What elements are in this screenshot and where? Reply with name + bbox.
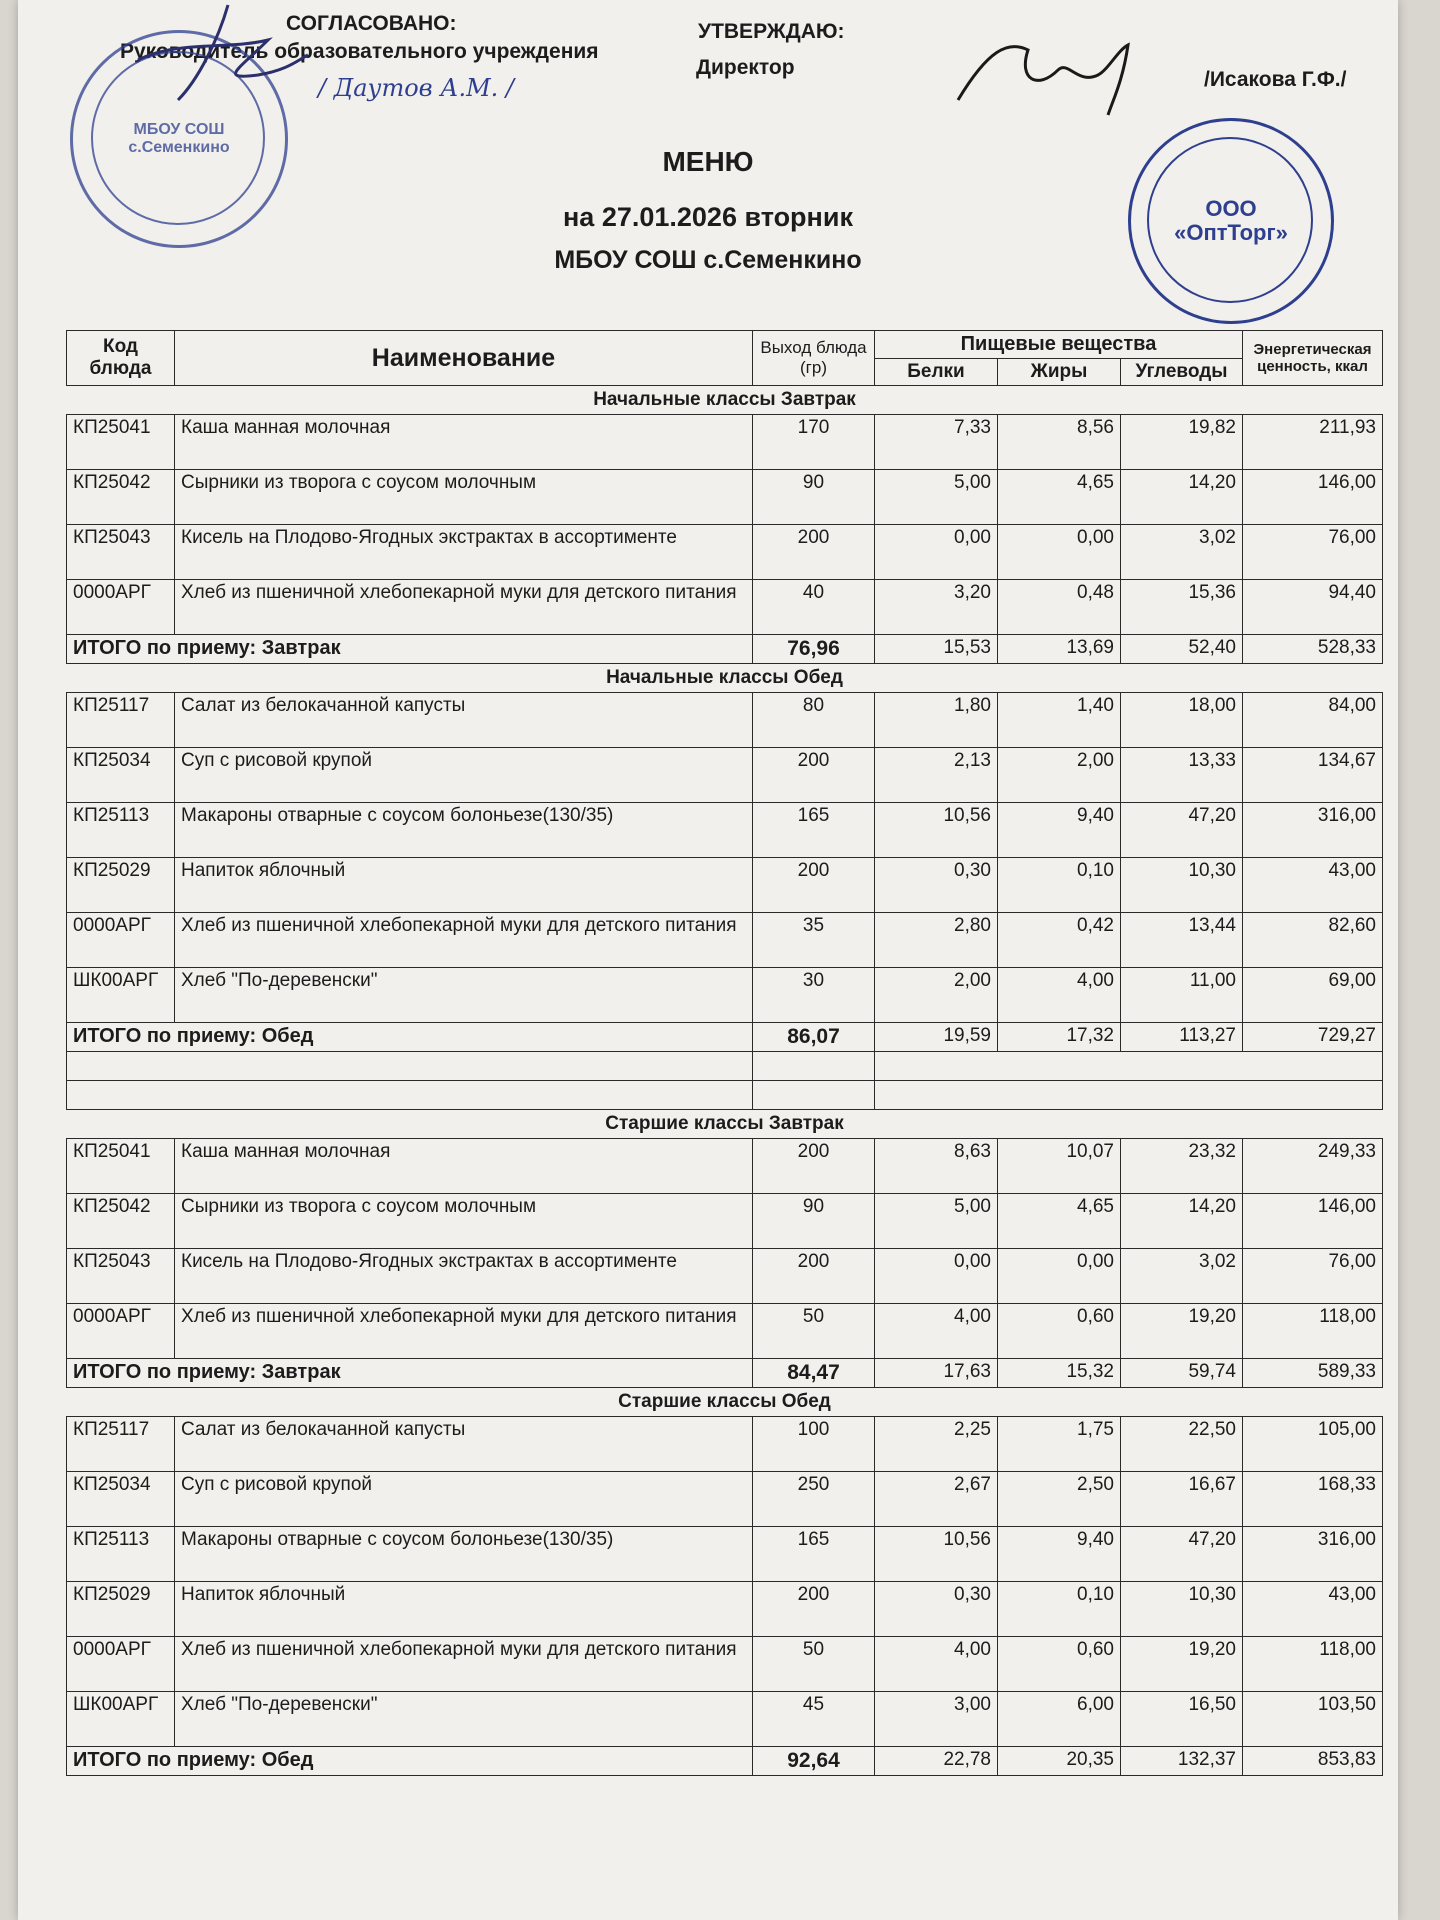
dish-code: 0000АРГ	[67, 913, 175, 968]
dish-carbs: 14,20	[1121, 470, 1243, 525]
dish-protein: 2,13	[875, 748, 998, 803]
dish-fat: 10,07	[998, 1139, 1121, 1194]
dish-protein: 3,20	[875, 580, 998, 635]
dish-code: 0000АРГ	[67, 1637, 175, 1692]
dish-output: 100	[753, 1417, 875, 1472]
dish-carbs: 13,44	[1121, 913, 1243, 968]
dish-code: КП25034	[67, 748, 175, 803]
dish-energy: 76,00	[1243, 1249, 1383, 1304]
dish-name: Сырники из творога с соусом молочным	[175, 470, 753, 525]
dish-energy: 168,33	[1243, 1472, 1383, 1527]
approved-role: Руководитель образовательного учреждения	[120, 40, 599, 63]
approved-signer: / Даутов А.М. /	[318, 74, 514, 102]
dish-name: Макароны отварные с соусом болоньезе(130/35)	[175, 1527, 753, 1582]
dish-carbs: 18,00	[1121, 693, 1243, 748]
dish-code: КП25041	[67, 1139, 175, 1194]
header-row	[67, 331, 1383, 359]
dish-output: 250	[753, 1472, 875, 1527]
dish-carbs: 3,02	[1121, 525, 1243, 580]
total-energy: 729,27	[1243, 1023, 1383, 1052]
total-output: 92,64	[753, 1747, 875, 1776]
approver-signature	[118, 0, 318, 110]
dish-energy: 316,00	[1243, 1527, 1383, 1582]
dish-output: 165	[753, 1527, 875, 1582]
dish-name: Напиток яблочный	[175, 858, 753, 913]
blank-cell	[67, 1052, 753, 1081]
dish-energy: 94,40	[1243, 580, 1383, 635]
total-label: ИТОГО по приему: Завтрак	[67, 1359, 753, 1388]
dish-fat: 9,40	[998, 1527, 1121, 1582]
dish-fat: 6,00	[998, 1692, 1121, 1747]
director-signature	[948, 30, 1148, 120]
blank-cell	[875, 1052, 1383, 1081]
dish-fat: 0,60	[998, 1637, 1121, 1692]
dish-code: КП25043	[67, 1249, 175, 1304]
dish-fat: 0,48	[998, 580, 1121, 635]
col-fat: Жиры	[998, 359, 1121, 386]
dish-fat: 1,40	[998, 693, 1121, 748]
section-title: Старшие классы Обед	[67, 1388, 1383, 1417]
blank-cell	[753, 1081, 875, 1110]
total-carbs: 132,37	[1121, 1747, 1243, 1776]
total-carbs: 52,40	[1121, 635, 1243, 664]
dish-protein: 1,80	[875, 693, 998, 748]
dish-energy: 146,00	[1243, 470, 1383, 525]
dish-row	[67, 1637, 1383, 1692]
col-energy: Энергетическая ценность, ккал	[1243, 331, 1383, 386]
dish-name: Хлеб из пшеничной хлебопекарной муки для детского питания	[175, 1304, 753, 1359]
dish-fat: 9,40	[998, 803, 1121, 858]
total-row	[67, 1023, 1383, 1052]
dish-row	[67, 525, 1383, 580]
dish-energy: 134,67	[1243, 748, 1383, 803]
dish-name: Хлеб "По-деревенски"	[175, 968, 753, 1023]
dish-protein: 7,33	[875, 415, 998, 470]
total-energy: 589,33	[1243, 1359, 1383, 1388]
total-row	[67, 1359, 1383, 1388]
dish-fat: 0,10	[998, 858, 1121, 913]
dish-fat: 2,50	[998, 1472, 1121, 1527]
dish-protein: 2,67	[875, 1472, 998, 1527]
dish-row	[67, 1194, 1383, 1249]
dish-fat: 2,00	[998, 748, 1121, 803]
blank-cell	[875, 1081, 1383, 1110]
dish-output: 90	[753, 1194, 875, 1249]
dish-output: 50	[753, 1304, 875, 1359]
dish-carbs: 16,50	[1121, 1692, 1243, 1747]
total-fat: 15,32	[998, 1359, 1121, 1388]
dish-protein: 4,00	[875, 1304, 998, 1359]
blank-row	[67, 1081, 1383, 1110]
dish-carbs: 16,67	[1121, 1472, 1243, 1527]
dish-fat: 4,00	[998, 968, 1121, 1023]
dish-name: Суп с рисовой крупой	[175, 1472, 753, 1527]
dish-output: 200	[753, 1249, 875, 1304]
dish-code: КП25029	[67, 858, 175, 913]
total-carbs: 113,27	[1121, 1023, 1243, 1052]
col-nutrients: Пищевые вещества	[875, 331, 1243, 359]
dish-energy: 43,00	[1243, 858, 1383, 913]
dish-carbs: 14,20	[1121, 1194, 1243, 1249]
dish-output: 40	[753, 580, 875, 635]
total-row	[67, 635, 1383, 664]
approved-label: СОГЛАСОВАНО:	[286, 12, 457, 35]
dish-fat: 4,65	[998, 470, 1121, 525]
dish-name: Каша манная молочная	[175, 415, 753, 470]
dish-carbs: 23,32	[1121, 1139, 1243, 1194]
dish-output: 50	[753, 1637, 875, 1692]
dish-name: Кисель на Плодово-Ягодных экстрактах в ассортименте	[175, 525, 753, 580]
dish-row	[67, 1139, 1383, 1194]
total-output: 84,47	[753, 1359, 875, 1388]
section-title: Начальные классы Обед	[67, 664, 1383, 693]
dish-row	[67, 913, 1383, 968]
dish-fat: 0,00	[998, 1249, 1121, 1304]
dish-carbs: 10,30	[1121, 858, 1243, 913]
dish-row	[67, 1527, 1383, 1582]
menu-sheet	[18, 0, 1398, 1920]
dish-output: 200	[753, 1582, 875, 1637]
dish-output: 200	[753, 1139, 875, 1194]
dish-energy: 249,33	[1243, 1139, 1383, 1194]
dish-protein: 2,25	[875, 1417, 998, 1472]
dish-code: КП25113	[67, 1527, 175, 1582]
dish-row	[67, 470, 1383, 525]
total-energy: 528,33	[1243, 635, 1383, 664]
dish-carbs: 19,82	[1121, 415, 1243, 470]
total-fat: 13,69	[998, 635, 1121, 664]
dish-code: КП25042	[67, 1194, 175, 1249]
total-protein: 22,78	[875, 1747, 998, 1776]
dish-protein: 2,00	[875, 968, 998, 1023]
total-output: 76,96	[753, 635, 875, 664]
dish-name: Хлеб из пшеничной хлебопекарной муки для детского питания	[175, 913, 753, 968]
menu-body	[67, 386, 1383, 1776]
dish-energy: 146,00	[1243, 1194, 1383, 1249]
dish-protein: 2,80	[875, 913, 998, 968]
dish-protein: 0,00	[875, 1249, 998, 1304]
total-row	[67, 1747, 1383, 1776]
dish-carbs: 13,33	[1121, 748, 1243, 803]
blank-row	[67, 1052, 1383, 1081]
confirm-signer: /Исакова Г.Ф./	[1204, 68, 1347, 91]
dish-row	[67, 693, 1383, 748]
col-name: Наименование	[175, 331, 753, 386]
dish-carbs: 47,20	[1121, 1527, 1243, 1582]
section-heading-row	[67, 386, 1383, 415]
dish-code: КП25042	[67, 470, 175, 525]
dish-energy: 76,00	[1243, 525, 1383, 580]
dish-energy: 118,00	[1243, 1637, 1383, 1692]
dish-energy: 118,00	[1243, 1304, 1383, 1359]
dish-output: 165	[753, 803, 875, 858]
dish-row	[67, 415, 1383, 470]
dish-name: Макароны отварные с соусом болоньезе(130/35)	[175, 803, 753, 858]
dish-carbs: 11,00	[1121, 968, 1243, 1023]
total-label: ИТОГО по приему: Обед	[67, 1023, 753, 1052]
dish-protein: 5,00	[875, 470, 998, 525]
dish-name: Хлеб из пшеничной хлебопекарной муки для детского питания	[175, 580, 753, 635]
dish-code: КП25117	[67, 1417, 175, 1472]
dish-energy: 43,00	[1243, 1582, 1383, 1637]
company-stamp-text: ООО «ОптТорг»	[1174, 195, 1288, 245]
dish-output: 200	[753, 858, 875, 913]
col-output: Выход блюда (гр)	[753, 331, 875, 386]
dish-protein: 10,56	[875, 1527, 998, 1582]
dish-energy: 103,50	[1243, 1692, 1383, 1747]
col-protein: Белки	[875, 359, 998, 386]
total-label: ИТОГО по приему: Завтрак	[67, 635, 753, 664]
menu-table	[66, 330, 1383, 1776]
dish-output: 170	[753, 415, 875, 470]
dish-energy: 82,60	[1243, 913, 1383, 968]
total-energy: 853,83	[1243, 1747, 1383, 1776]
dish-fat: 0,60	[998, 1304, 1121, 1359]
dish-protein: 5,00	[875, 1194, 998, 1249]
blank-cell	[753, 1052, 875, 1081]
dish-row	[67, 1472, 1383, 1527]
dish-carbs: 3,02	[1121, 1249, 1243, 1304]
dish-carbs: 19,20	[1121, 1637, 1243, 1692]
dish-output: 90	[753, 470, 875, 525]
dish-code: ШК00АРГ	[67, 968, 175, 1023]
dish-code: 0000АРГ	[67, 580, 175, 635]
dish-row	[67, 1249, 1383, 1304]
total-carbs: 59,74	[1121, 1359, 1243, 1388]
dish-carbs: 19,20	[1121, 1304, 1243, 1359]
dish-row	[67, 1304, 1383, 1359]
section-title: Начальные классы Завтрак	[67, 386, 1383, 415]
total-fat: 20,35	[998, 1747, 1121, 1776]
dish-carbs: 10,30	[1121, 1582, 1243, 1637]
school-name: МБОУ СОШ с.Семенкино	[554, 246, 862, 274]
dish-name: Сырники из творога с соусом молочным	[175, 1194, 753, 1249]
dish-protein: 0,30	[875, 858, 998, 913]
date-line: на 27.01.2026 вторник	[563, 202, 853, 232]
dish-name: Хлеб из пшеничной хлебопекарной муки для детского питания	[175, 1637, 753, 1692]
dish-row	[67, 803, 1383, 858]
dish-energy: 316,00	[1243, 803, 1383, 858]
dish-fat: 0,00	[998, 525, 1121, 580]
dish-fat: 8,56	[998, 415, 1121, 470]
dish-code: ШК00АРГ	[67, 1692, 175, 1747]
total-fat: 17,32	[998, 1023, 1121, 1052]
dish-name: Хлеб "По-деревенски"	[175, 1692, 753, 1747]
section-heading-row	[67, 1110, 1383, 1139]
total-protein: 17,63	[875, 1359, 998, 1388]
dish-row	[67, 1417, 1383, 1472]
dish-row	[67, 858, 1383, 913]
dish-row	[67, 1582, 1383, 1637]
school-stamp-text: МБОУ СОШ с.Семенкино	[128, 121, 230, 156]
dish-code: КП25041	[67, 415, 175, 470]
total-label: ИТОГО по приему: Обед	[67, 1747, 753, 1776]
dish-protein: 0,30	[875, 1582, 998, 1637]
dish-row	[67, 968, 1383, 1023]
dish-fat: 0,42	[998, 913, 1121, 968]
total-protein: 15,53	[875, 635, 998, 664]
dish-code: КП25043	[67, 525, 175, 580]
dish-carbs: 47,20	[1121, 803, 1243, 858]
blank-cell	[67, 1081, 753, 1110]
dish-row	[67, 580, 1383, 635]
dish-row	[67, 748, 1383, 803]
dish-carbs: 22,50	[1121, 1417, 1243, 1472]
dish-name: Кисель на Плодово-Ягодных экстрактах в ассортименте	[175, 1249, 753, 1304]
dish-energy: 69,00	[1243, 968, 1383, 1023]
dish-output: 80	[753, 693, 875, 748]
col-carbs: Углеводы	[1121, 359, 1243, 386]
confirm-role: Директор	[696, 56, 795, 79]
dish-name: Салат из белокачанной капусты	[175, 693, 753, 748]
dish-code: КП25117	[67, 693, 175, 748]
section-heading-row	[67, 664, 1383, 693]
dish-output: 45	[753, 1692, 875, 1747]
dish-code: КП25113	[67, 803, 175, 858]
total-protein: 19,59	[875, 1023, 998, 1052]
dish-output: 30	[753, 968, 875, 1023]
total-output: 86,07	[753, 1023, 875, 1052]
dish-name: Каша манная молочная	[175, 1139, 753, 1194]
dish-code: КП25034	[67, 1472, 175, 1527]
dish-fat: 4,65	[998, 1194, 1121, 1249]
dish-name: Салат из белокачанной капусты	[175, 1417, 753, 1472]
dish-output: 200	[753, 748, 875, 803]
dish-code: КП25029	[67, 1582, 175, 1637]
dish-output: 200	[753, 525, 875, 580]
dish-row	[67, 1692, 1383, 1747]
dish-fat: 0,10	[998, 1582, 1121, 1637]
dish-name: Напиток яблочный	[175, 1582, 753, 1637]
dish-protein: 4,00	[875, 1637, 998, 1692]
dish-protein: 8,63	[875, 1139, 998, 1194]
dish-fat: 1,75	[998, 1417, 1121, 1472]
confirm-label: УТВЕРЖДАЮ:	[698, 20, 845, 43]
dish-carbs: 15,36	[1121, 580, 1243, 635]
dish-energy: 105,00	[1243, 1417, 1383, 1472]
dish-protein: 0,00	[875, 525, 998, 580]
dish-output: 35	[753, 913, 875, 968]
col-code: Код блюда	[67, 331, 175, 386]
dish-energy: 84,00	[1243, 693, 1383, 748]
dish-code: 0000АРГ	[67, 1304, 175, 1359]
dish-protein: 3,00	[875, 1692, 998, 1747]
dish-protein: 10,56	[875, 803, 998, 858]
dish-name: Суп с рисовой крупой	[175, 748, 753, 803]
dish-energy: 211,93	[1243, 415, 1383, 470]
section-title: Старшие классы Завтрак	[67, 1110, 1383, 1139]
page-title: МЕНЮ	[662, 146, 754, 177]
section-heading-row	[67, 1388, 1383, 1417]
